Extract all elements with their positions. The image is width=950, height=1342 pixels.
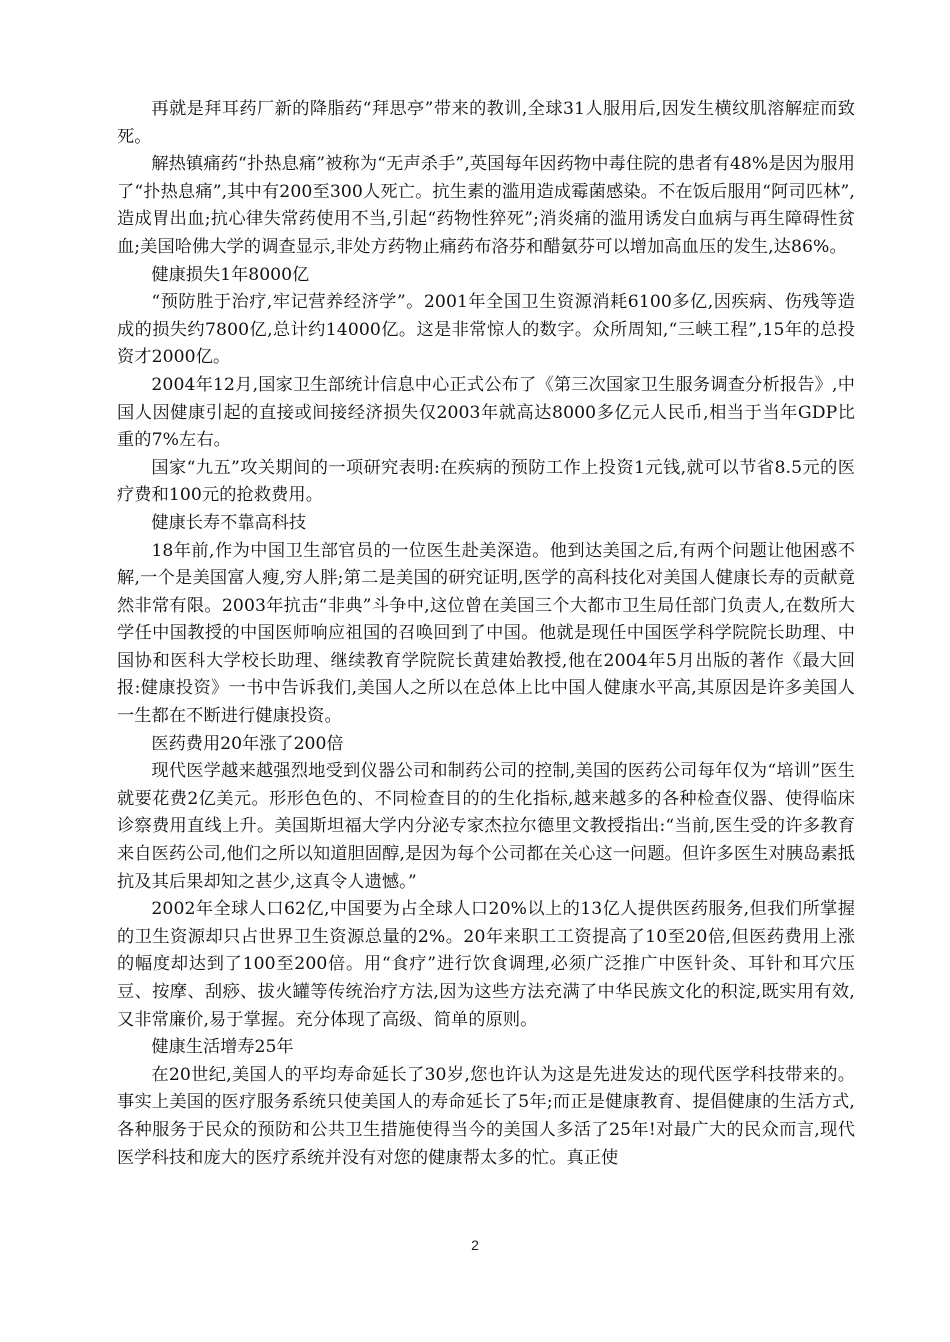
section-heading: 健康生活增寿25年: [151, 1037, 294, 1058]
paragraph: 国家“九五”攻关期间的一项研究表明:在疾病的预防工作上投资1元钱,就可以节省8.5元的医疗费和100元的抢救费用。: [117, 457, 855, 506]
document-body: [117, 96, 855, 1172]
page-number: 2: [471, 1237, 479, 1253]
section-heading: 健康损失1年8000亿: [151, 264, 310, 285]
paragraph: “预防胜于治疗,牢记营养经济学”。2001年全国卫生资源消耗6100多亿,因疾病、伤残等造成的损失约7800亿,总计约14000亿。这是非常惊人的数字。众所周知,“三峡工程”,15年的总投资才2000亿。: [117, 292, 855, 368]
section-heading: 健康长寿不靠高科技: [151, 512, 307, 533]
section-heading: 医药费用20年涨了200倍: [151, 733, 344, 754]
paragraph: 18年前,作为中国卫生部官员的一位医生赴美深造。他到达美国之后,有两个问题让他困惑不解,一个是美国富人瘦,穷人胖;第二是美国的研究证明,医学的高科技化对美国人健康长寿的贡献竟然非常有限。2003年抗击“非典”斗争中,这位曾在美国三个大都市卫生局任部门负责人,在数所大学任中国教授的中国医师响应祖国的召唤回到了中国。他就是现任中国医学科学院院长助理、中国协和医科大学校长助理、继续教育学院院长黄建始教授,他在2004年5月出版的著作《最大回报:健康投资》一书中告诉我们,美国人之所以在总体上比中国人健康水平高,其原因是许多美国人一生都在不断进行健康投资。: [117, 540, 855, 727]
paragraph: 在20世纪,美国人的平均寿命延长了30岁,您也许认为这是先进发达的现代医学科技带来的。事实上美国的医疗服务系统只使美国人的寿命延长了5年;而正是健康教育、提倡健康的生活方式,各种服务于民众的预防和公共卫生措施使得当今的美国人多活了25年!对最广大的民众而言,现代医学科技和庞大的医疗系统并没有对您的健康帮太多的忙。真正使: [117, 1064, 855, 1168]
paragraph: 2002年全球人口62亿,中国要为占全球人口20%以上的13亿人提供医药服务,但我们所掌握的卫生资源却只占世界卫生资源总量的2%。20年来职工工资提高了10至20倍,但医药费用上涨的幅度却达到了100至200倍。用“食疗”进行饮食调理,必须广泛推广中医针灸、耳针和耳穴压豆、按摩、刮痧、拔火罐等传统治疗方法,因为这些方法充满了中华民族文化的积淀,既实用有效,又非常廉价,易于掌握。充分体现了高级、简单的原则。: [117, 899, 855, 1030]
paragraph: 再就是拜耳药厂新的降脂药“拜思亭”带来的教训,全球31人服用后,因发生横纹肌溶解症而致死。: [117, 99, 855, 147]
paragraph: 2004年12月,国家卫生部统计信息中心正式公布了《第三次国家卫生服务调查分析报告》,中国人因健康引起的直接或间接经济损失仅2003年就高达8000多亿元人民币,相当于当年GDP比重的7%左右。: [117, 374, 855, 451]
paragraph: 解热镇痛药“扑热息痛”被称为“无声杀手”,英国每年因药物中毒住院的患者有48%是因为服用了“扑热息痛”,其中有200至300人死亡。抗生素的滥用造成霉菌感染。不在饭后服用“阿司匹林”,造成胃出血;抗心律失常药使用不当,引起“药物性猝死”;消炎痛的滥用诱发白血病与再生障碍性贫血;美国哈佛大学的调查显示,非处方药物止痛药布洛芬和醋氨芬可以增加高血压的发生,达86%。: [117, 154, 855, 257]
paragraph: 现代医学越来越强烈地受到仪器公司和制药公司的控制,美国的医药公司每年仅为“培训”医生就要花费2亿美元。形形色色的、不同检查目的的生化指标,越来越多的各种检查仪器、使得临床诊察费用直线上升。美国斯坦福大学内分泌专家杰拉尔德里文教授指出:“当前,医生受的许多教育来自医药公司,他们之所以知道胆固醇,是因为每个公司都在关心这一问题。但许多医生对胰岛素抵抗及其后果却知之甚少,这真令人遗憾。”: [117, 761, 855, 892]
